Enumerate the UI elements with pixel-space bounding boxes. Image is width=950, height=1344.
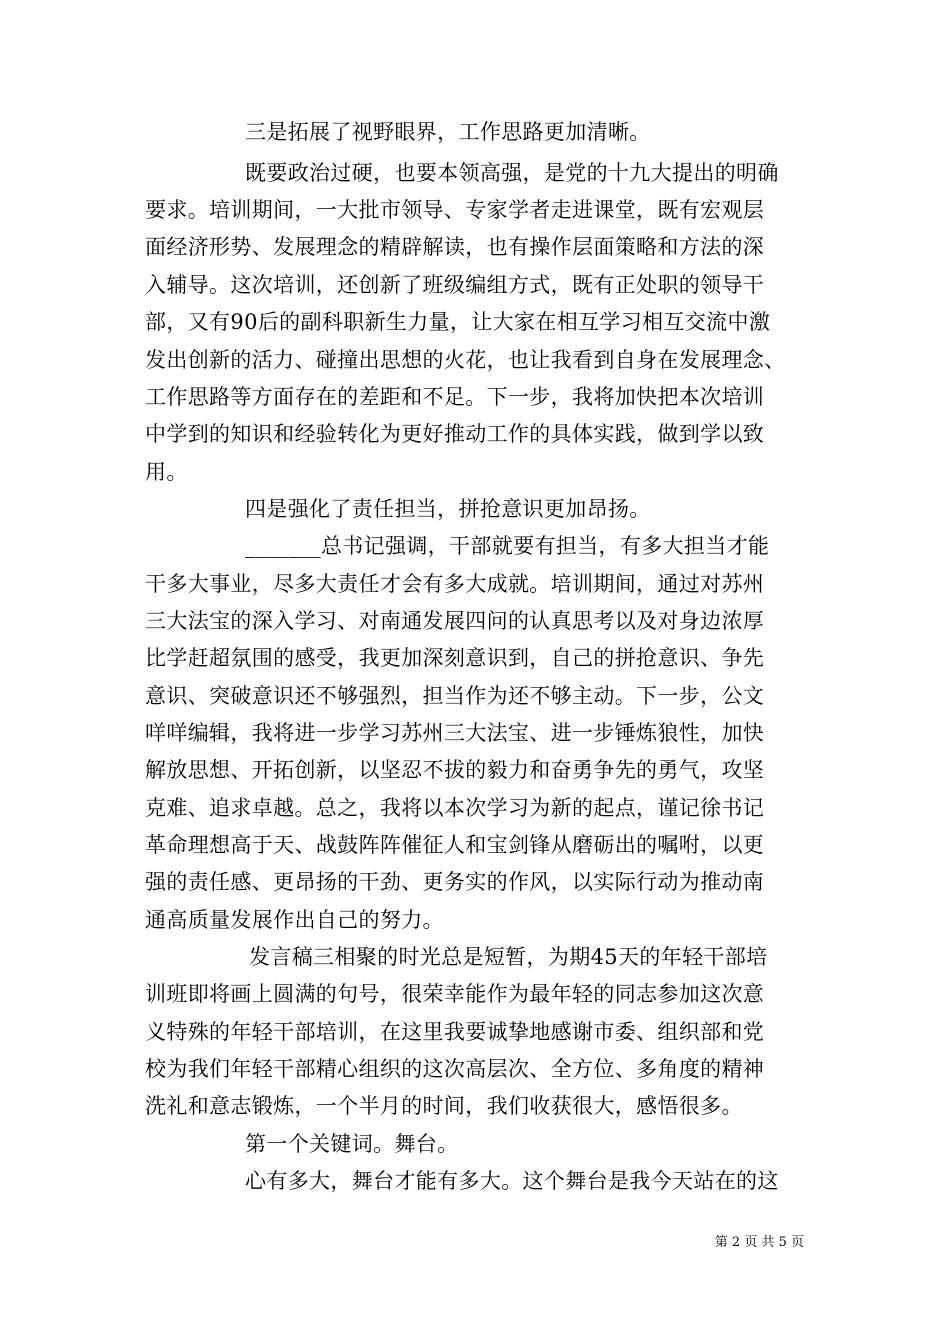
text-line: 三是拓展了视野眼界，工作思路更加清晰。 (245, 120, 651, 144)
text-line: 咩咩编辑，我将进一步学习苏州三大法宝、进一步锤炼狼性，加快 (145, 721, 765, 745)
text-line: 面经济形势、发展理念的精辟解读，也有操作层面策略和方法的深 (145, 235, 765, 259)
text-line: 意识、突破意识还不够强烈，担当作为还不够主动。下一步，公文 (145, 684, 765, 708)
text-line: 发出创新的活力、碰撞出思想的火花，也让我看到自身在发展理念、 (145, 348, 786, 372)
text-line: 强的责任感、更昂扬的干劲、更务实的作风，以实际行动为推动南 (145, 870, 765, 894)
text-line: _______总书记强调，干部就要有担当，有多大担当才能 (245, 534, 770, 558)
text-line: 四是强化了责任担当，拼抢意识更加昂扬。 (245, 497, 651, 521)
text-line: 入辅导。这次培训，还创新了班级编组方式，既有正处职的领导干 (145, 273, 765, 297)
text-line: 克难、追求卓越。总之，我将以本次学习为新的起点，谨记徐书记 (145, 796, 765, 820)
text-line: 通高质量发展作出自己的努力。 (145, 908, 444, 932)
text-line: 解放思想、开拓创新，以坚忍不拔的毅力和奋勇争先的勇气，攻坚 (145, 758, 765, 782)
text-line: 比学赶超氛围的感受，我更加深刻意识到，自己的拼抢意识、争先 (145, 646, 765, 670)
text-line: 革命理想高于天、战鼓阵阵催征人和宝剑锋从磨砺出的嘱咐，以更 (145, 833, 765, 857)
text-line: 三大法宝的深入学习、对南通发展四问的认真思考以及对身边浓厚 (145, 609, 765, 633)
text-line: 洗礼和意志锻炼，一个半月的时间，我们收获很大，感悟很多。 (145, 1094, 743, 1118)
text-line: 中学到的知识和经验转化为更好推动工作的具体实践，做到学以致 (145, 422, 765, 446)
page-number: 第 2 页 共 5 页 (714, 1235, 804, 1250)
text-line: 义特殊的年轻干部培训，在这里我要诚挚地感谢市委、组织部和党 (145, 1020, 765, 1044)
text-line: 第一个关键词。舞台。 (245, 1132, 459, 1156)
text-line: 发言稿三相聚的时光总是短暂，为期45天的年轻干部培 (249, 945, 768, 969)
text-line: 校为我们年轻干部精心组织的这次高层次、全方位、多角度的精神 (145, 1057, 765, 1081)
text-line: 工作思路等方面存在的差距和不足。下一步，我将加快把本次培训 (145, 385, 765, 409)
text-line: 干多大事业，尽多大责任才会有多大成就。培训期间，通过对苏州 (145, 572, 765, 596)
text-line: 既要政治过硬，也要本领高强，是党的十九大提出的明确 (245, 161, 779, 185)
text-line: 心有多大，舞台才能有多大。这个舞台是我今天站在的这 (245, 1169, 779, 1193)
text-line: 要求。培训期间，一大批市领导、专家学者走进课堂，既有宏观层 (145, 198, 765, 222)
text-line: 训班即将画上圆满的句号，很荣幸能作为最年轻的同志参加这次意 (145, 982, 765, 1006)
text-line: 部，又有90后的副科职新生力量，让大家在相互学习相互交流中激 (145, 310, 771, 334)
text-line: 用。 (145, 460, 188, 484)
